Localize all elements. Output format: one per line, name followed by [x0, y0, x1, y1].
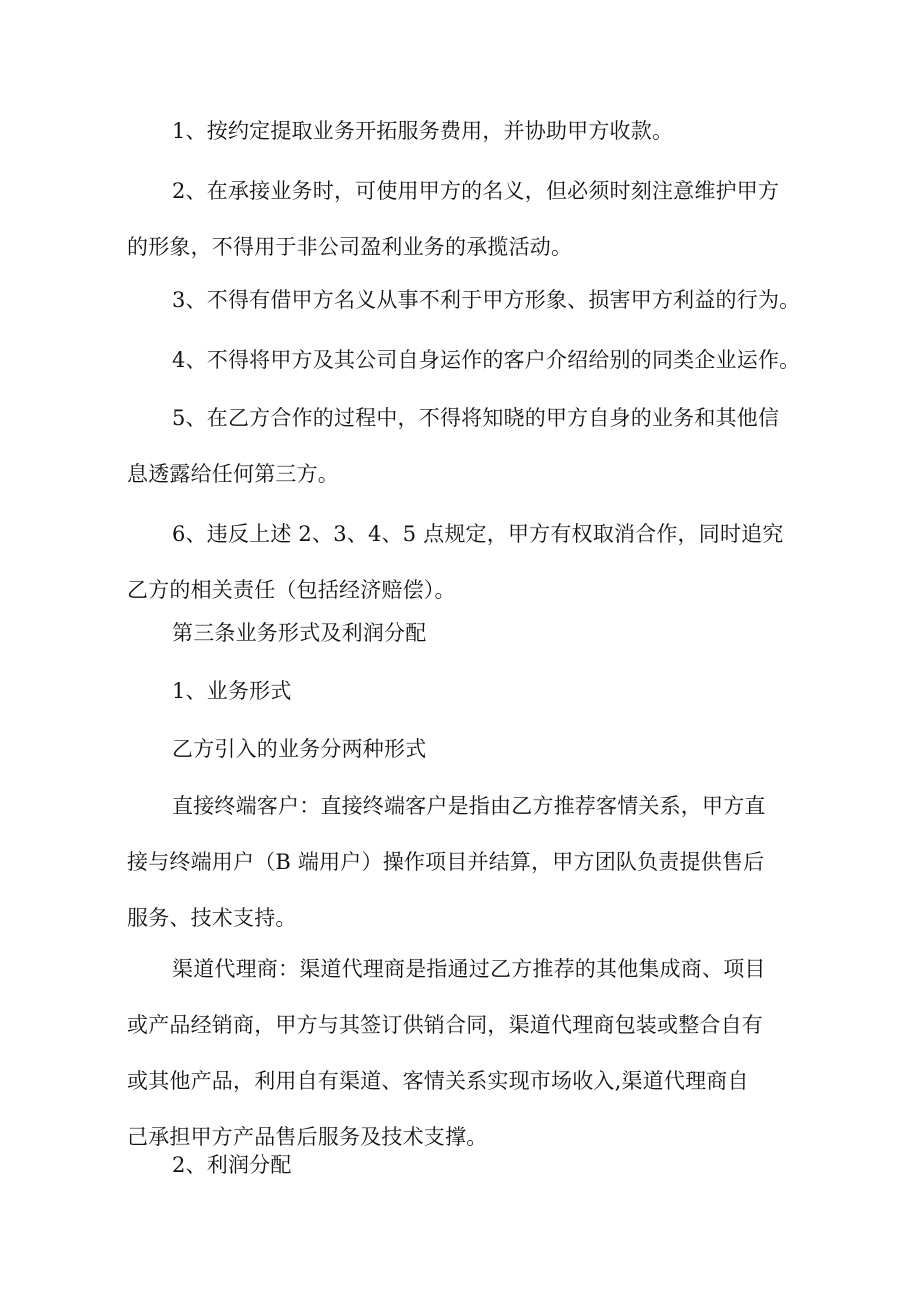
- paragraph-5: [127, 390, 795, 502]
- paragraph-2: [127, 163, 795, 275]
- paragraph-line: 乙方的相关责任（包括经济赔偿）。: [127, 578, 456, 602]
- paragraph-line: 或产品经销商，甲方与其签订供销合同，渠道代理商包装或整合自有: [127, 1013, 763, 1037]
- paragraph-line: 5、在乙方合作的过程中，不得将知晓的甲方自身的业务和其他信: [172, 406, 780, 430]
- paragraph-direct-customer: [127, 778, 795, 946]
- paragraph-line: 3、不得有借甲方名义从事不利于甲方形象、损害甲方利益的行为。: [172, 288, 801, 312]
- paragraph-line: 6、违反上述 2、3、4、5 点规定，甲方有权取消合作，同时追究: [172, 522, 784, 546]
- paragraph-line: 接与终端用户（B 端用户）操作项目并结算，甲方团队负责提供售后: [127, 850, 765, 874]
- paragraph-1: [127, 103, 795, 159]
- paragraph-line: 1、按约定提取业务开拓服务费用，并协助甲方收款。: [172, 119, 674, 143]
- paragraph-4: [127, 332, 801, 388]
- paragraph-business-types: [127, 721, 795, 777]
- paragraph-3: [127, 272, 801, 328]
- paragraph-line: 2、利润分配: [172, 1153, 292, 1177]
- subheading-business-form: [127, 663, 795, 719]
- paragraph-6: [127, 506, 795, 618]
- paragraph-line: 或其他产品，利用自有渠道、客情关系实现市场收入,渠道代理商自: [127, 1069, 749, 1093]
- paragraph-line: 己承担甲方产品售后服务及技术支撑。: [127, 1125, 488, 1149]
- paragraph-line: 4、不得将甲方及其公司自身运作的客户介绍给别的同类企业运作。: [172, 348, 801, 372]
- paragraph-line: 渠道代理商：渠道代理商是指通过乙方推荐的其他集成商、项目: [172, 957, 766, 981]
- paragraph-line: 服务、技术支持。: [127, 906, 297, 930]
- paragraph-line: 直接终端客户：直接终端客户是指由乙方推荐客情关系，甲方直: [172, 794, 766, 818]
- paragraph-line: 2、在承接业务时，可使用甲方的名义，但必须时刻注意维护甲方: [172, 179, 780, 203]
- paragraph-line: 乙方引入的业务分两种形式: [172, 737, 427, 761]
- paragraph-line: 的形象，不得用于非公司盈利业务的承揽活动。: [127, 235, 573, 259]
- paragraph-channel-agent: [127, 941, 795, 1165]
- paragraph-line: 第三条业务形式及利润分配: [172, 621, 427, 645]
- section-heading-article-3: [127, 605, 795, 661]
- paragraph-line: 1、业务形式: [172, 679, 292, 703]
- subheading-profit-distribution: [127, 1137, 795, 1193]
- paragraph-line: 息透露给任何第三方。: [127, 462, 339, 486]
